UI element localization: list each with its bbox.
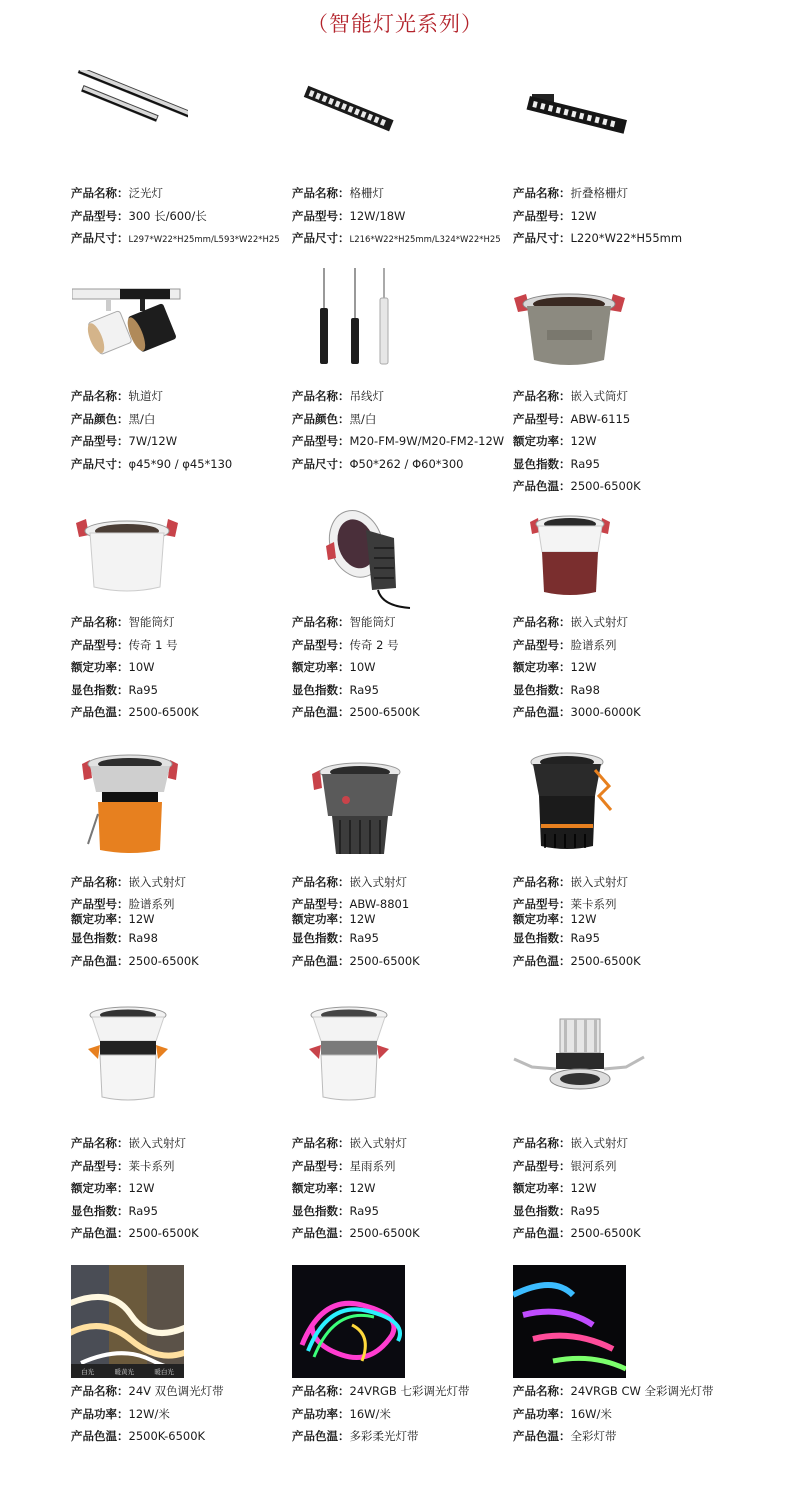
product-power: 16W/米 [349, 1406, 391, 1421]
label-model: 产品型号： [71, 208, 129, 223]
label-cct: 产品色温： [292, 1429, 350, 1443]
spotlight-xingyu-image [305, 1005, 395, 1105]
strip-caption-warm-white: 暖白光 [154, 1367, 174, 1376]
smart-downlight-1-image [72, 515, 182, 595]
label-power: 额定功率： [513, 660, 571, 674]
spotlight-leica-1-image [525, 750, 615, 855]
label-cri: 显色指数： [292, 931, 350, 945]
label-model: 产品型号： [292, 897, 350, 911]
product-cri: Ra95 [349, 1203, 379, 1218]
label-color: 产品颜色： [292, 411, 350, 426]
product-power: 12W [570, 434, 597, 448]
product-name: 智能筒灯 [349, 615, 396, 629]
product-cct: 3000-6000K [570, 705, 641, 719]
product-cct: 2500K-6500K [128, 1429, 206, 1443]
label-name: 产品名称： [292, 389, 350, 403]
label-power: 额定功率： [292, 1181, 350, 1195]
label-name: 产品名称： [513, 615, 571, 629]
product-name: 嵌入式射灯 [570, 615, 628, 629]
label-model: 产品型号： [513, 637, 571, 652]
label-name: 产品名称： [71, 615, 129, 629]
label-cct: 产品色温： [292, 953, 350, 968]
label-cri: 显色指数： [513, 931, 571, 945]
label-name: 产品名称： [71, 186, 129, 200]
product-name: 24VRGB 七彩调光灯带 [349, 1384, 470, 1398]
flood-light-image [68, 70, 188, 150]
label-cri: 显色指数： [513, 456, 571, 471]
label-color: 产品颜色： [71, 411, 129, 426]
strip-caption-white: 白光 [81, 1367, 95, 1376]
product-model: 脸谱系列 [570, 637, 617, 652]
product-cri: Ra95 [570, 931, 600, 945]
grille-light-image [300, 80, 395, 140]
product-size: L216*W22*H25mm/L324*W22*H25 [349, 235, 501, 245]
product-model: 300 长/600/长 [128, 208, 207, 223]
rgbcw-strip-image [513, 1265, 626, 1378]
label-power: 产品功率： [513, 1406, 571, 1421]
product-cct: 2500-6500K [128, 1226, 199, 1240]
product-power: 10W [128, 660, 155, 674]
product-name: 嵌入式射灯 [349, 1136, 407, 1150]
folding-grille-light-image [522, 90, 632, 145]
label-model: 产品型号： [292, 208, 350, 223]
product-cri: Ra95 [349, 682, 379, 697]
product-name: 折叠格栅灯 [570, 186, 628, 200]
label-power: 额定功率： [292, 660, 350, 674]
label-name: 产品名称： [513, 1384, 571, 1398]
label-cct: 产品色温： [513, 953, 571, 968]
product-power: 12W/米 [128, 1406, 170, 1421]
product-name: 嵌入式射灯 [128, 1136, 186, 1150]
product-cct: 全彩灯带 [570, 1429, 617, 1443]
product-color: 黑/白 [128, 411, 156, 426]
label-cri: 显色指数： [292, 1203, 350, 1218]
product-model: 莱卡系列 [570, 897, 617, 911]
product-model: 星雨系列 [349, 1158, 396, 1173]
label-name: 产品名称： [513, 875, 571, 889]
label-power: 额定功率： [71, 1181, 129, 1195]
product-name: 嵌入式射灯 [570, 875, 628, 889]
product-cri: Ra95 [570, 1203, 600, 1218]
product-model: 传奇 1 号 [128, 637, 178, 652]
spotlight-leica-2-image [84, 1005, 174, 1105]
label-power: 产品功率： [292, 1406, 350, 1421]
label-size: 产品尺寸： [292, 456, 350, 471]
product-cct: 2500-6500K [128, 953, 199, 968]
label-cct: 产品色温： [513, 479, 571, 493]
label-model: 产品型号： [292, 434, 350, 448]
product-power: 12W [570, 660, 597, 674]
label-name: 产品名称： [513, 1136, 571, 1150]
label-cri: 显色指数： [513, 682, 571, 697]
product-name: 智能筒灯 [128, 615, 175, 629]
label-power: 额定功率： [513, 434, 571, 448]
product-name: 嵌入式射灯 [349, 875, 407, 889]
product-size: L220*W22*H55mm [570, 231, 683, 245]
label-name: 产品名称： [513, 186, 571, 200]
label-name: 产品名称： [292, 186, 350, 200]
label-name: 产品名称： [71, 389, 129, 403]
label-size: 产品尺寸： [71, 456, 129, 471]
label-model: 产品型号： [513, 1158, 571, 1173]
label-cct: 产品色温： [71, 1226, 129, 1240]
label-model: 产品型号： [513, 897, 571, 911]
label-power: 产品功率： [71, 1406, 129, 1421]
product-cct: 2500-6500K [349, 953, 420, 968]
label-name: 产品名称： [292, 615, 350, 629]
product-cri: Ra95 [570, 456, 600, 471]
product-name: 轨道灯 [128, 389, 163, 403]
rgb-strip-image [292, 1265, 405, 1378]
product-model: 传奇 2 号 [349, 637, 399, 652]
product-power: 12W [349, 1181, 376, 1195]
dual-color-strip-image [71, 1265, 184, 1378]
product-model: M20-FM-9W/M20-FM2-12W [349, 434, 505, 448]
product-power: 12W [349, 912, 376, 926]
spotlight-abw8801-image [310, 760, 405, 860]
label-name: 产品名称： [292, 875, 350, 889]
product-name: 格栅灯 [349, 186, 384, 200]
product-cct: 2500-6500K [570, 479, 641, 493]
label-name: 产品名称： [292, 1136, 350, 1150]
label-power: 额定功率： [513, 1181, 571, 1195]
label-cct: 产品色温： [71, 705, 129, 719]
spotlight-facemask-2-image [80, 752, 180, 857]
product-power: 12W [570, 912, 597, 926]
label-model: 产品型号： [71, 897, 129, 911]
product-color: 黑/白 [349, 411, 377, 426]
product-cct: 2500-6500K [128, 705, 199, 719]
product-cri: Ra95 [349, 931, 379, 945]
spotlight-galaxy-image [512, 1015, 647, 1100]
label-name: 产品名称： [71, 875, 129, 889]
product-cct: 2500-6500K [570, 1226, 641, 1240]
label-size: 产品尺寸： [292, 231, 350, 245]
label-power: 额定功率： [71, 660, 129, 674]
product-power: 12W [570, 1181, 597, 1195]
label-name: 产品名称： [71, 1384, 129, 1398]
product-model: 12W/18W [349, 208, 406, 223]
track-light-image [72, 285, 182, 360]
product-name: 24VRGB CW 全彩调光灯带 [570, 1384, 714, 1398]
product-cct: 2500-6500K [570, 953, 641, 968]
label-power: 额定功率： [292, 912, 350, 926]
product-model: 12W [570, 208, 597, 223]
label-cri: 显色指数： [513, 1203, 571, 1218]
label-cct: 产品色温： [513, 1429, 571, 1443]
product-model: ABW-8801 [349, 897, 410, 911]
label-cct: 产品色温： [292, 1226, 350, 1240]
product-size: Φ50*262 / Φ60*300 [349, 456, 464, 471]
label-name: 产品名称： [292, 1384, 350, 1398]
label-model: 产品型号： [71, 1158, 129, 1173]
product-name: 吊线灯 [349, 389, 384, 403]
page-title: （智能灯光系列） [307, 12, 483, 36]
smart-downlight-2-image [322, 502, 412, 610]
label-name: 产品名称： [513, 389, 571, 403]
product-cct: 多彩柔光灯带 [349, 1429, 419, 1443]
spotlight-facemask-1-image [530, 512, 610, 597]
label-power: 额定功率： [513, 912, 571, 926]
product-cri: Ra95 [128, 682, 158, 697]
product-power: 10W [349, 660, 376, 674]
label-cri: 显色指数： [71, 931, 129, 945]
label-model: 产品型号： [71, 637, 129, 652]
product-name: 24V 双色调光灯带 [128, 1384, 224, 1398]
product-cri: Ra98 [128, 931, 158, 945]
product-name: 嵌入式射灯 [570, 1136, 628, 1150]
product-size: L297*W22*H25mm/L593*W22*H25 [128, 235, 280, 245]
product-model: 7W/12W [128, 434, 178, 448]
label-cri: 显色指数： [292, 682, 350, 697]
strip-caption-warm-yellow: 暖黄光 [114, 1367, 134, 1376]
product-model: 脸谱系列 [128, 897, 175, 911]
label-power: 额定功率： [71, 912, 129, 926]
product-cct: 2500-6500K [349, 1226, 420, 1240]
product-power: 12W [128, 912, 155, 926]
product-cri: Ra98 [570, 682, 600, 697]
label-size: 产品尺寸： [71, 231, 129, 245]
label-cri: 显色指数： [71, 682, 129, 697]
product-name: 泛光灯 [128, 186, 163, 200]
product-name: 嵌入式筒灯 [570, 389, 628, 403]
strip-caption-bar [71, 1364, 184, 1378]
label-cct: 产品色温： [292, 705, 350, 719]
label-name: 产品名称： [71, 1136, 129, 1150]
label-cct: 产品色温： [71, 1429, 129, 1443]
label-model: 产品型号： [292, 1158, 350, 1173]
product-model: 莱卡系列 [128, 1158, 175, 1173]
label-model: 产品型号： [513, 411, 571, 426]
product-cri: Ra95 [128, 1203, 158, 1218]
product-model: ABW-6115 [570, 411, 631, 426]
product-power: 12W [128, 1181, 155, 1195]
label-size: 产品尺寸： [513, 231, 571, 245]
product-size: φ45*90 / φ45*130 [128, 456, 233, 471]
label-model: 产品型号： [292, 637, 350, 652]
label-model: 产品型号： [71, 434, 129, 448]
label-cct: 产品色温： [513, 705, 571, 719]
product-power: 16W/米 [570, 1406, 612, 1421]
product-model: 银河系列 [570, 1158, 617, 1173]
product-name: 嵌入式射灯 [128, 875, 186, 889]
label-cct: 产品色温： [71, 953, 129, 968]
label-cri: 显色指数： [71, 1203, 129, 1218]
recessed-downlight-image [512, 290, 627, 370]
label-model: 产品型号： [513, 208, 571, 223]
pendant-light-image [310, 268, 400, 368]
product-cct: 2500-6500K [349, 705, 420, 719]
label-cct: 产品色温： [513, 1226, 571, 1240]
